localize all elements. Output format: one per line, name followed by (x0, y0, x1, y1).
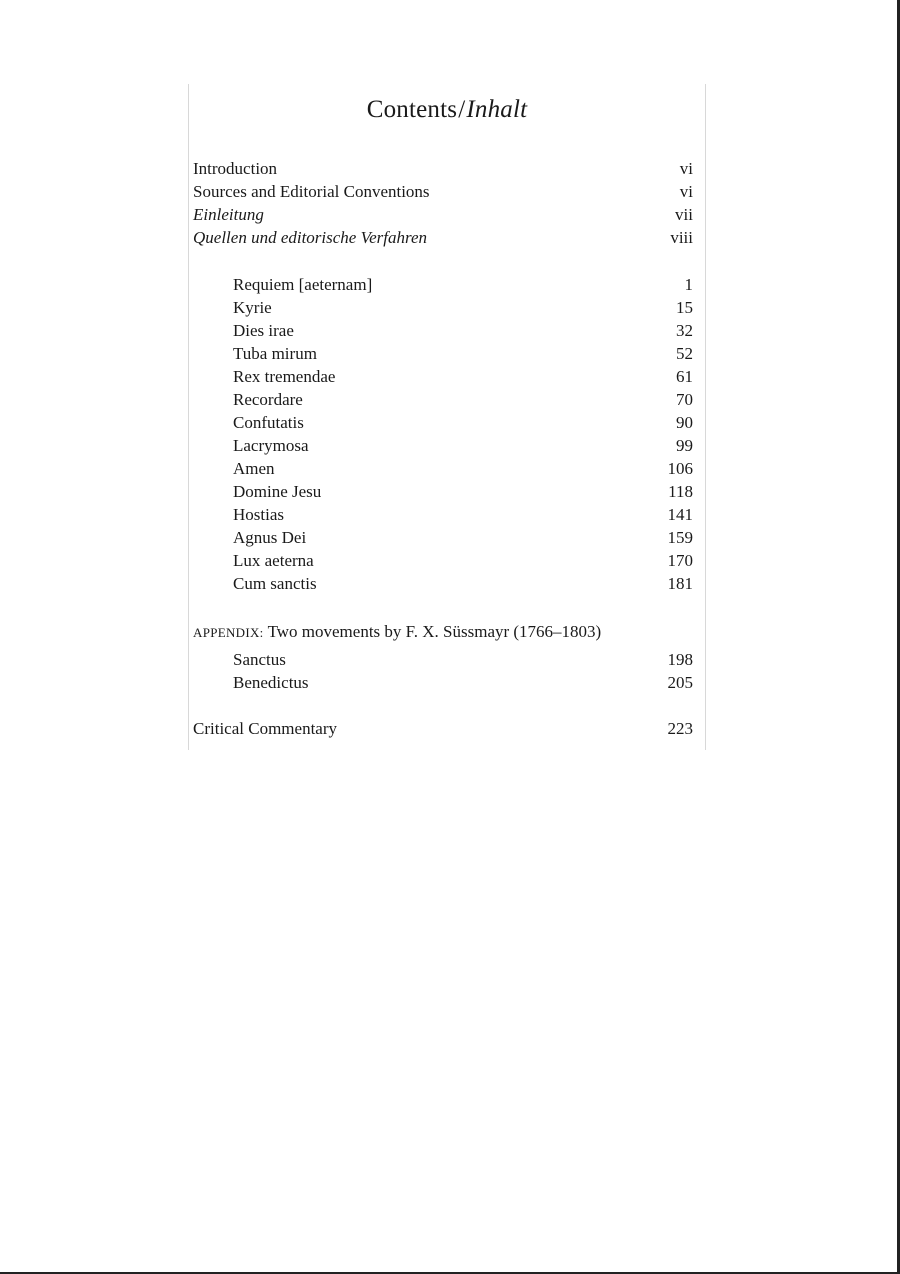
toc-entry-label: Einleitung (193, 205, 264, 224)
toc-entry-label: Hostias (233, 505, 284, 524)
toc-entry-quellen[interactable] (193, 226, 693, 249)
toc-entry-sanctus[interactable] (193, 648, 693, 671)
toc-entry-label: Tuba mirum (233, 344, 317, 363)
appendix-heading (193, 620, 601, 644)
toc-entry-label: Requiem [aeternam] (233, 275, 373, 294)
toc-entry-label: Sources and Editorial Conventions (193, 182, 430, 201)
appendix-prefix: APPENDIX: (193, 625, 264, 640)
title-separator: / (458, 96, 466, 123)
toc-entry-tuba-mirum[interactable] (193, 342, 693, 365)
toc-entry-label: Cum sanctis (233, 574, 317, 593)
title-italic: Inhalt (466, 96, 528, 123)
toc-entry-hostias[interactable] (193, 503, 693, 526)
toc-entry-page: 15 (676, 298, 693, 317)
toc-entry-page: 52 (676, 344, 693, 363)
toc-entry-page: 99 (676, 436, 693, 455)
toc-entry-benedictus[interactable] (193, 671, 693, 694)
toc-entry-label: Critical Commentary (193, 719, 337, 738)
toc-entry-lacrymosa[interactable] (193, 434, 693, 457)
toc-entry-page: 181 (667, 574, 693, 593)
toc-entry-label: Dies irae (233, 321, 294, 340)
toc-entry-label: Sanctus (233, 650, 286, 669)
toc-entry-page: 205 (667, 673, 693, 692)
toc-entry-dies-irae[interactable] (193, 319, 693, 342)
toc-entry-lux-aeterna[interactable] (193, 549, 693, 572)
page-title (189, 96, 705, 124)
toc-entry-label: Kyrie (233, 298, 272, 317)
toc-entry-amen[interactable] (193, 457, 693, 480)
toc-entry-label: Quellen und editorische Verfahren (193, 228, 428, 247)
toc-entry-page: vi (679, 182, 693, 201)
title-main: Contents (366, 96, 458, 123)
toc-entry-domine-jesu[interactable] (193, 480, 693, 503)
toc-entry-page: vii (675, 205, 693, 224)
toc-entry-page: 70 (676, 390, 693, 409)
toc-entry-label: Benedictus (233, 673, 309, 692)
toc-entry-label: Introduction (193, 159, 278, 178)
toc-entry-page: 159 (667, 528, 693, 547)
toc-entry-rex-tremendae[interactable] (193, 365, 693, 388)
toc-entry-label: Confutatis (233, 413, 304, 432)
toc-entry-label: Amen (233, 459, 275, 478)
toc-entry-agnus-dei[interactable] (193, 526, 693, 549)
toc-entry-sources[interactable] (193, 180, 693, 203)
toc-entry-cum-sanctis[interactable] (193, 572, 693, 595)
toc-entry-page: 118 (668, 482, 693, 501)
toc-entry-page: viii (670, 228, 693, 247)
toc-entry-page: 106 (667, 459, 693, 478)
toc-entry-page: 170 (667, 551, 693, 570)
toc-entry-kyrie[interactable] (193, 296, 693, 319)
toc-entry-page: 61 (676, 367, 693, 386)
toc-entry-page: vi (679, 159, 693, 178)
toc-entry-page: 198 (667, 650, 693, 669)
toc-entry-label: Recordare (233, 390, 303, 409)
toc-entry-label: Agnus Dei (233, 528, 307, 547)
toc-entry-label: Lacrymosa (233, 436, 309, 455)
appendix-title: Two movements by F. X. Süssmayr (1766–1803) (267, 622, 602, 641)
toc-entry-requiem[interactable] (193, 273, 693, 296)
toc-entry-page: 1 (684, 275, 693, 294)
toc-entry-critical-commentary[interactable] (193, 717, 693, 740)
toc-entry-label: Lux aeterna (233, 551, 314, 570)
toc-entry-recordare[interactable] (193, 388, 693, 411)
toc-entry-page: 90 (676, 413, 693, 432)
toc-entry-page: 141 (667, 505, 693, 524)
table-of-contents (188, 84, 706, 750)
toc-entry-einleitung[interactable] (193, 203, 693, 226)
toc-entry-confutatis[interactable] (193, 411, 693, 434)
toc-entry-introduction[interactable] (193, 157, 693, 180)
toc-entry-page: 223 (667, 719, 693, 738)
toc-entry-label: Domine Jesu (233, 482, 322, 501)
toc-entry-page: 32 (676, 321, 693, 340)
toc-entry-label: Rex tremendae (233, 367, 336, 386)
